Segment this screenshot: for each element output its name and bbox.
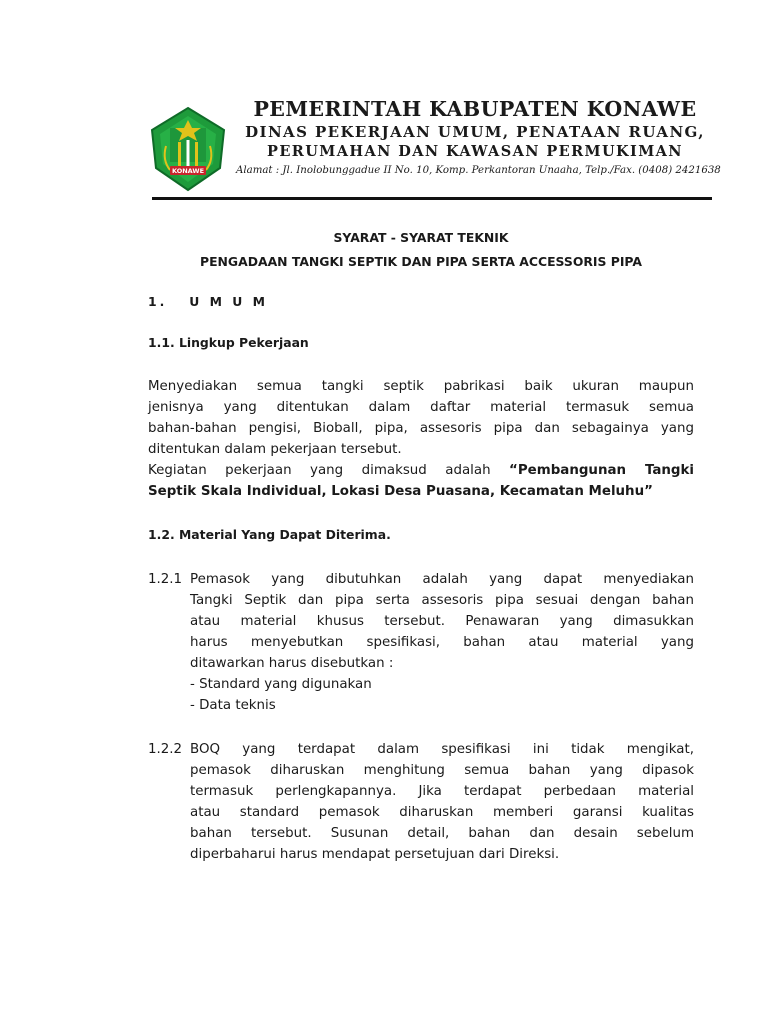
subsection-heading-lingkup: 1.1. Lingkup Pekerjaan: [148, 335, 309, 350]
org-line-2: DINAS PEKERJAAN UMUM, PENATAAN RUANG,: [245, 123, 705, 141]
konawe-regency-logo: [148, 106, 228, 192]
letterhead: [148, 96, 721, 202]
logo-text: KONAWE: [171, 167, 205, 175]
clause-line: bahan tersebut. Susunan detail, bahan dan desain sebelum: [190, 826, 694, 841]
clause-line: Pemasok yang dibutuhkan adalah yang dapat menyediakan: [190, 572, 694, 587]
clause-line: harus menyebutkan spesifikasi, bahan atau material yang: [190, 635, 694, 650]
org-line-1: PEMERINTAH KABUPATEN KONAWE: [253, 97, 697, 121]
project-name-part-2: Septik Skala Individual, Lokasi Desa Puasana, Kecamatan Meluhu”: [148, 484, 653, 499]
section-heading-umum: 1. U M U M: [148, 294, 268, 309]
paragraph-line: Menyediakan semua tangki septik pabrikasi baik ukuran maupun: [148, 379, 694, 394]
clause-line: atau standard pemasok diharuskan memberi garansi kualitas: [190, 805, 694, 820]
org-address: Alamat : Jl. Inolobunggadue II No. 10, Komp. Perkantoran Unaaha, Telp./Fax. (0408) 2421638: [236, 165, 721, 176]
clause-body: [190, 739, 694, 865]
org-line-3: PERUMAHAN DAN KAWASAN PERMUKIMAN: [267, 143, 683, 160]
clause-body: [190, 569, 694, 716]
clause-line: diperbaharui harus mendapat persetujuan dari Direksi.: [190, 847, 560, 862]
clause-bullet: - Data teknis: [190, 698, 276, 713]
clause-number: 1.2.2: [148, 742, 183, 757]
clause-line: BOQ yang terdapat dalam spesifikasi ini tidak mengikat,: [190, 742, 694, 757]
title-line-2: PENGADAAN TANGKI SEPTIK DAN PIPA SERTA ACCESSORIS PIPA: [200, 254, 642, 269]
clause-line: ditawarkan harus disebutkan :: [190, 656, 394, 671]
project-name-part-1: “Pembangunan Tangki: [509, 463, 694, 478]
clause-line: Tangki Septik dan pipa serta assesoris pipa sesuai dengan bahan: [190, 593, 694, 608]
clause-number: 1.2.1: [148, 572, 183, 587]
clause-line: pemasok diharuskan menghitung semua bahan yang dipasok: [190, 763, 694, 778]
title-line-1: SYARAT - SYARAT TEKNIK: [333, 230, 509, 245]
kegiatan-text: Kegiatan pekerjaan yang dimaksud adalah: [148, 463, 510, 478]
organization-name: [236, 96, 721, 179]
paragraph-line-kegiatan: [148, 460, 694, 481]
paragraph-line: bahan-bahan pengisi, Bioball, pipa, assesoris pipa dan sebagainya yang: [148, 421, 694, 436]
letterhead-divider: [152, 197, 712, 200]
subsection-heading-material: 1.2. Material Yang Dapat Diterima.: [148, 527, 391, 542]
paragraph-line: ditentukan dalam pekerjaan tersebut.: [148, 442, 402, 457]
lingkup-paragraph: [148, 376, 694, 502]
document-title: [148, 226, 694, 274]
paragraph-line: jenisnya yang ditentukan dalam daftar material termasuk semua: [148, 400, 694, 415]
clause-bullet: - Standard yang digunakan: [190, 677, 372, 692]
clause-line: termasuk perlengkapannya. Jika terdapat perbedaan material: [190, 784, 694, 799]
clause-line: atau material khusus tersebut. Penawaran yang dimasukkan: [190, 614, 694, 629]
